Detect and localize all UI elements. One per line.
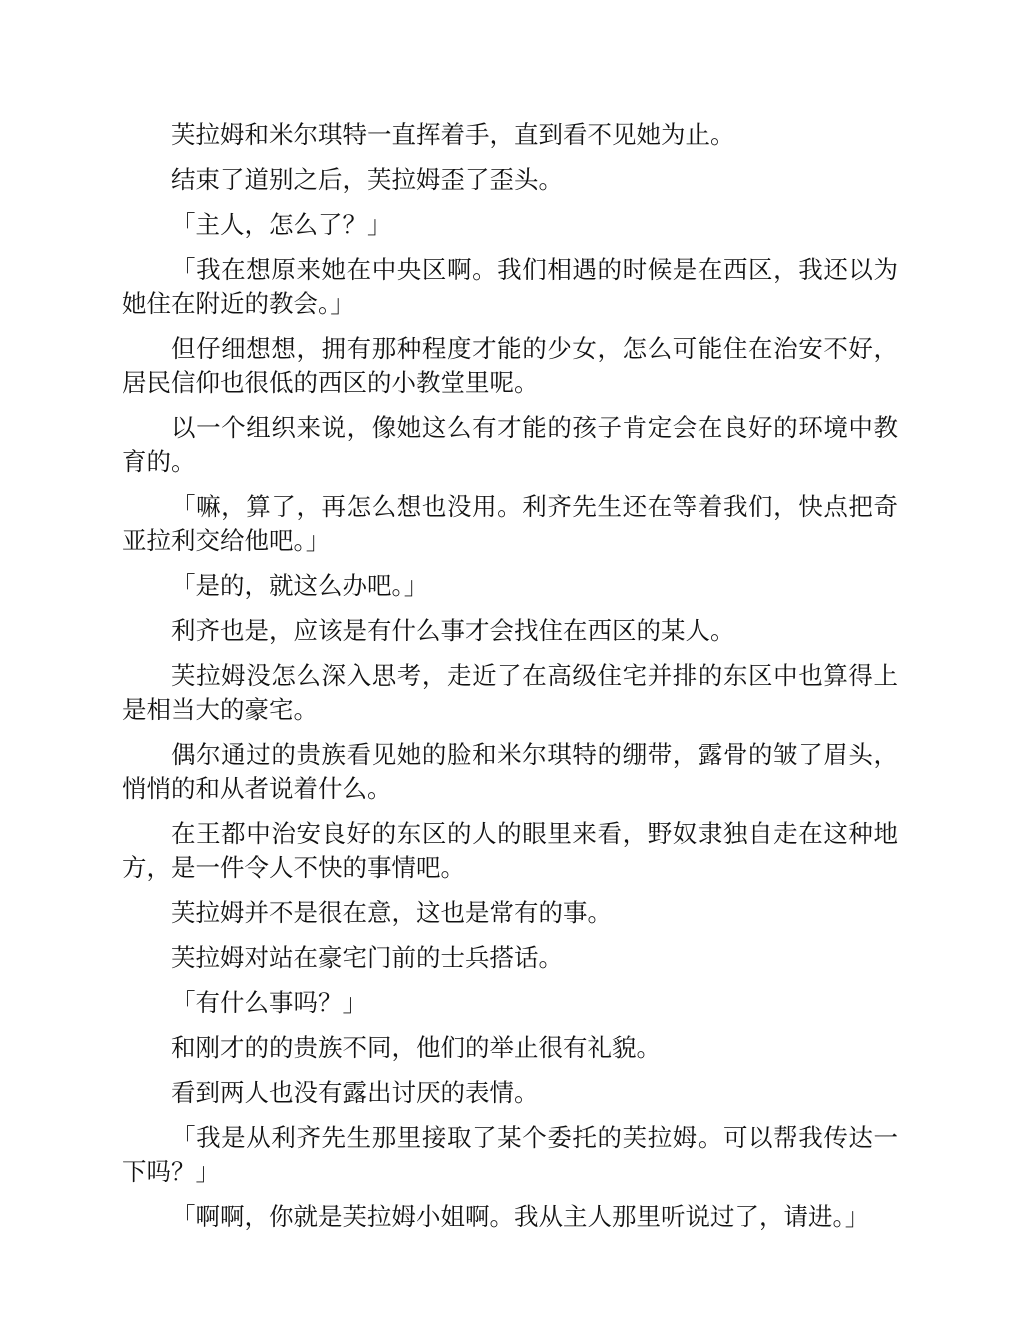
paragraph: 芙拉姆并不是很在意，这也是常有的事。 xyxy=(171,898,612,927)
paragraph: 「主人，怎么了？」 xyxy=(171,210,392,239)
paragraph: 利齐也是，应该是有什么事才会找住在西区的某人。 xyxy=(171,616,735,645)
paragraph: 但仔细想想，拥有那种程度才能的少女，怎么可能住在治安不好，居民信仰也很低的西区的小教堂里呢。 xyxy=(122,334,898,397)
paragraph: 结束了道别之后，芙拉姆歪了歪头。 xyxy=(171,165,563,194)
paragraph: 芙拉姆对站在豪宅门前的士兵搭话。 xyxy=(171,943,563,972)
paragraph: 「我是从利齐先生那里接取了某个委托的芙拉姆。可以帮我传达一下吗？」 xyxy=(122,1123,898,1186)
paragraph: 在王都中治安良好的东区的人的眼里来看，野奴隶独自走在这种地方，是一件令人不快的事情吧。 xyxy=(122,819,898,882)
paragraph: 「是的，就这么办吧。」 xyxy=(171,571,429,600)
paragraph: 以一个组织来说，像她这么有才能的孩子肯定会在良好的环境中教育的。 xyxy=(122,413,898,476)
paragraph: 「嘛，算了，再怎么想也没用。利齐先生还在等着我们，快点把奇亚拉利交给他吧。」 xyxy=(122,492,898,555)
paragraph: 看到两人也没有露出讨厌的表情。 xyxy=(171,1078,539,1107)
paragraph: 「啊啊，你就是芙拉姆小姐啊。我从主人那里听说过了，请进。」 xyxy=(171,1202,870,1231)
paragraph: 和刚才的的贵族不同，他们的举止很有礼貌。 xyxy=(171,1033,661,1062)
document-body xyxy=(122,118,898,1245)
paragraph: 「有什么事吗？」 xyxy=(171,988,367,1017)
paragraph: 芙拉姆没怎么深入思考，走近了在高级住宅并排的东区中也算得上是相当大的豪宅。 xyxy=(122,661,898,724)
paragraph: 「我在想原来她在中央区啊。我们相遇的时候是在西区，我还以为她住在附近的教会。」 xyxy=(122,255,898,318)
paragraph: 芙拉姆和米尔琪特一直挥着手，直到看不见她为止。 xyxy=(171,120,735,149)
paragraph: 偶尔通过的贵族看见她的脸和米尔琪特的绷带，露骨的皱了眉头，悄悄的和从者说着什么。 xyxy=(122,740,898,803)
